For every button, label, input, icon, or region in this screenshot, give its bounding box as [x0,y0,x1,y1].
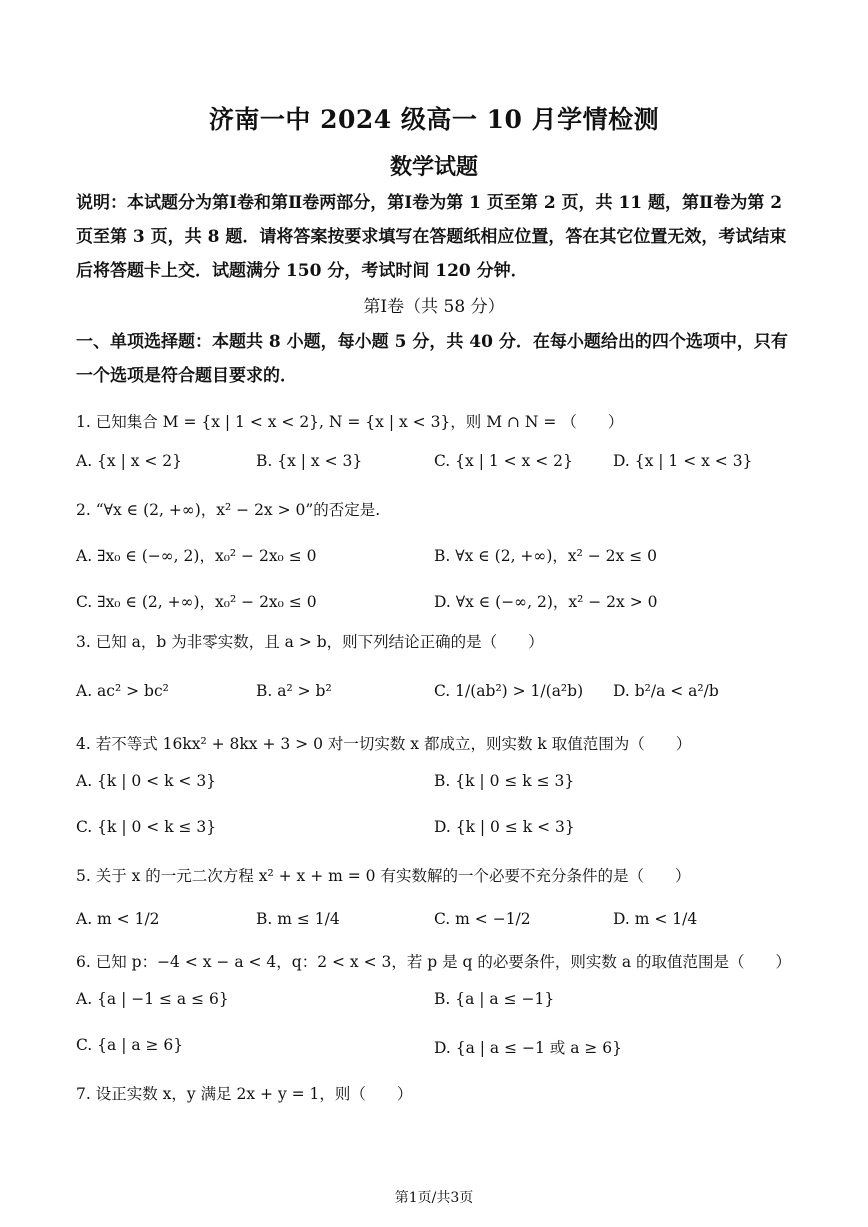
question-2-option-a: A. ∃x₀ ∈ (−∞, 2)，x₀² − 2x₀ ≤ 0 [76,547,317,565]
question-1-option-d: D. {x | 1 < x < 3} [613,452,753,470]
question-5-option-b: B. m ≤ 1/4 [256,910,340,928]
exam-title: 济南一中 2024 级高一 10 月学情检测 [208,105,660,134]
question-2-option-c: C. ∃x₀ ∈ (2, +∞)，x₀² − 2x₀ ≤ 0 [76,593,317,611]
exam-subtitle: 数学试题 [389,154,478,180]
question-6-option-c: C. {a | a ≥ 6} [76,1036,184,1054]
question-1-option-a: A. {x | x < 2} [76,452,183,470]
question-6-stem: 6. 已知 p：−4 < x − a < 4，q：2 < x < 3，若 p 是 q 的必要条件，则实数 a 的取值范围是（ ） [76,953,791,971]
question-1-option-c: C. {x | 1 < x < 2} [434,452,573,470]
question-1-option-b: B. {x | x < 3} [256,452,363,470]
part-heading: 一、单项选择题：本题共 8 小题，每小题 5 分，共 40 分．在每小题给出的四个选项中，只有一个选项是符合题目要求的． [76,332,788,386]
question-3-option-a: A. ac² > bc² [76,682,169,700]
question-6-option-b: B. {a | a ≤ −1} [434,990,555,1008]
question-4-option-b: B. {k | 0 ≤ k ≤ 3} [434,772,575,790]
question-3-option-d: D. b²/a < a²/b [613,682,719,700]
question-2-stem: 2. “∀x ∈ (2, +∞)，x² − 2x > 0”的否定是. [76,501,381,519]
question-2-option-d: D. ∀x ∈ (−∞, 2)，x² − 2x > 0 [434,593,658,611]
question-1-stem: 1. 已知集合 M = {x | 1 < x < 2}, N = {x | x < 3}，则 M ∩ N = （ ） [76,413,624,431]
question-5-stem: 5. 关于 x 的一元二次方程 x² + x + m = 0 有实数解的一个必要不充分条件的是（ ） [76,867,691,885]
question-3-option-c: C. 1/(ab²) > 1/(a²b) [434,682,584,700]
question-4-stem: 4. 若不等式 16kx² + 8kx + 3 > 0 对一切实数 x 都成立，则实数 k 取值范围为（ ） [76,735,692,753]
question-7-stem: 7. 设正实数 x，y 满足 2x + y = 1，则（ ） [76,1085,413,1103]
question-3-stem: 3. 已知 a，b 为非零实数，且 a > b，则下列结论正确的是（ ） [76,633,544,651]
question-4-option-a: A. {k | 0 < k < 3} [76,772,217,790]
question-5-option-d: D. m < 1/4 [613,910,698,928]
question-4-option-c: C. {k | 0 < k ≤ 3} [76,818,217,836]
question-6-option-a: A. {a | −1 ≤ a ≤ 6} [76,990,229,1008]
question-2-option-b: B. ∀x ∈ (2, +∞)，x² − 2x ≤ 0 [434,547,657,565]
page-footer: 第1页/共3页 [394,1190,474,1206]
question-5-option-c: C. m < −1/2 [434,910,531,928]
instructions: 说明：本试题分为第Ⅰ卷和第Ⅱ卷两部分，第Ⅰ卷为第 1 页至第 2 页，共 11 题，第Ⅱ卷为第 2 页至第 3 页，共 8 题．请将答案按要求填写在答题纸相应位置，答在其它位置无效，考试结束后将答题卡上交．试题满分 150 分，考试时间 120 分钟． [76,193,787,281]
question-6-option-d: D. {a | a ≤ −1 或 a ≥ 6} [434,1039,622,1057]
question-3-option-b: B. a² > b² [256,682,332,700]
question-4-option-d: D. {k | 0 ≤ k < 3} [434,818,575,836]
section-heading: 第Ⅰ卷（共 58 分） [363,297,505,317]
question-5-option-a: A. m < 1/2 [76,910,160,928]
